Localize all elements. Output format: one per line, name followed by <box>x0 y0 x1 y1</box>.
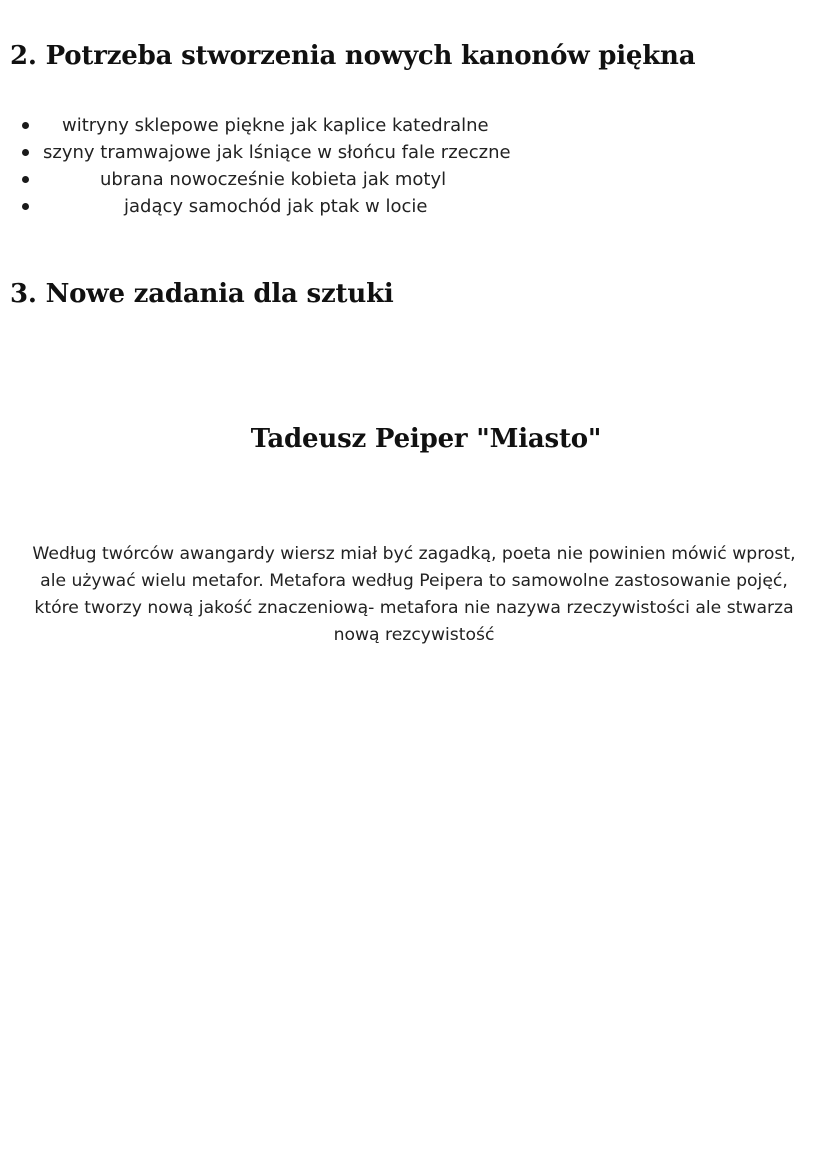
list-item <box>0 166 560 193</box>
bullet-icon <box>22 203 29 210</box>
bullet-icon <box>22 122 29 129</box>
beauty-canons-list <box>0 112 560 220</box>
list-item-text: witryny sklepowe piękne jak kaplice katedralne <box>62 115 489 136</box>
list-item-text: ubrana nowocześnie kobieta jak motyl <box>100 169 447 190</box>
metaphor-paragraph <box>4 541 824 649</box>
list-item <box>0 193 560 220</box>
section-heading-2: 2. Potrzeba stworzenia nowych kanonów piękna <box>10 41 696 71</box>
list-item-text: szyny tramwajowe jak lśniące w słońcu fale rzeczne <box>43 142 511 163</box>
paragraph-line: Według twórców awangardy wiersz miał być zagadką, poeta nie powinien mówić wprost, <box>32 544 796 564</box>
bullet-icon <box>22 176 29 183</box>
list-item <box>0 139 560 166</box>
bullet-icon <box>22 149 29 156</box>
list-item-text: jadący samochód jak ptak w locie <box>124 196 428 217</box>
section-heading-3: 3. Nowe zadania dla sztuki <box>10 279 394 309</box>
list-item <box>0 112 560 139</box>
paragraph-line: które tworzy nową jakość znaczeniową- metafora nie nazywa rzeczywistości ale stwarza <box>34 598 794 618</box>
paragraph-line: ale używać wielu metafor. Metafora według Peipera to samowolne zastosowanie pojęć, <box>40 571 788 591</box>
paragraph-line: nową rezcywistość <box>333 625 495 645</box>
poem-title: Tadeusz Peiper "Miasto" <box>250 424 602 454</box>
